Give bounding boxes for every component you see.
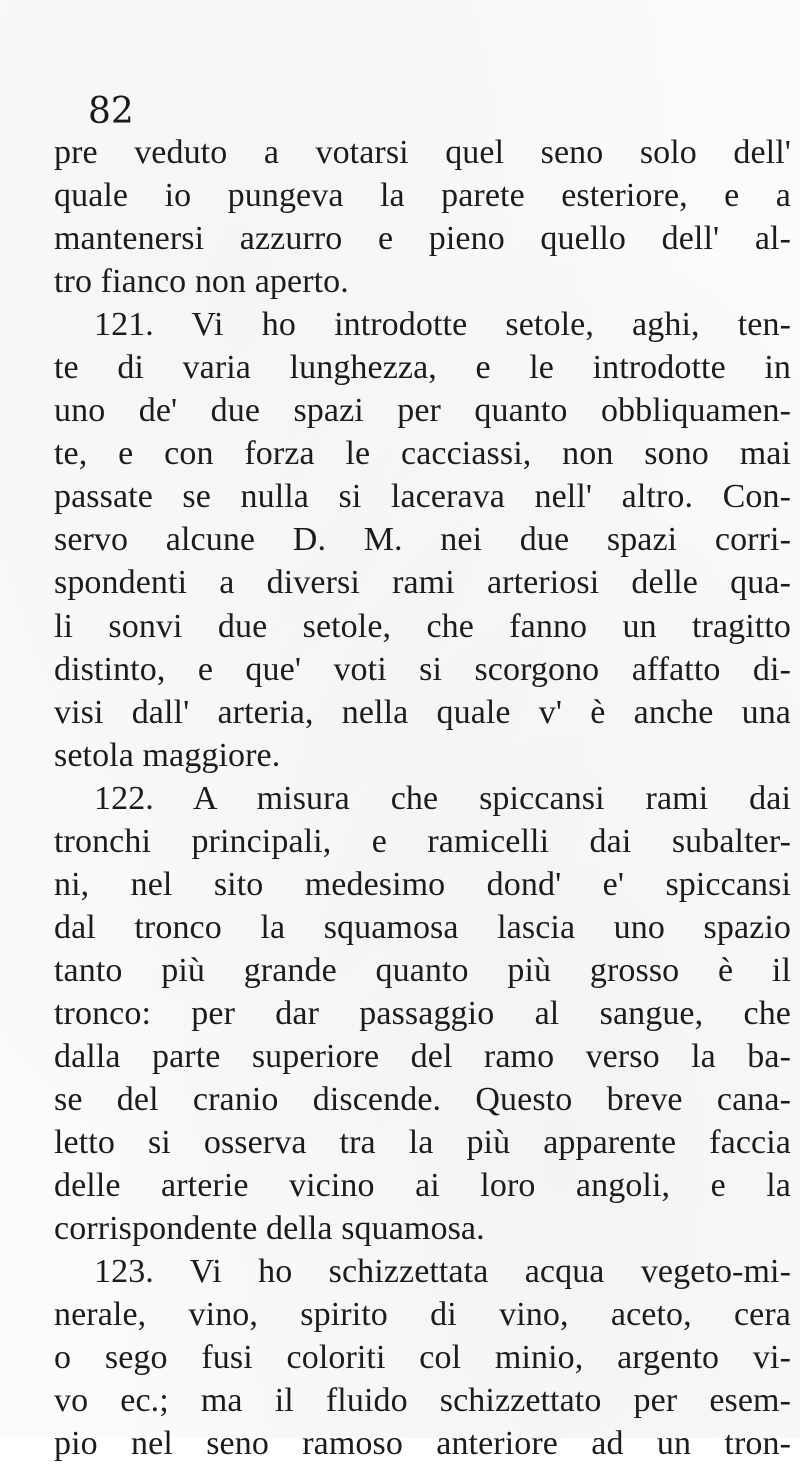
text-line: tronco: per dar passaggio al sangue, che: [54, 994, 791, 1032]
text-line: 123. Vi ho schizzettata acqua vegeto-mi-: [94, 1253, 791, 1291]
text-line: servo alcune D. M. nei due spazi corri-: [54, 521, 791, 559]
text-line: tanto più grande quanto più grosso è il: [54, 951, 791, 989]
text-line: o sego fusi coloriti col minio, argento vi-: [54, 1339, 791, 1377]
text-line: corrispondente della squamosa.: [54, 1210, 485, 1248]
text-line: setola maggiore.: [54, 736, 281, 774]
text-line: vo ec.; ma il fluido schizzettato per esem-: [54, 1382, 791, 1420]
text-line: spondenti a diversi rami arteriosi delle qua-: [54, 564, 791, 602]
text-line: 121. Vi ho introdotte setole, aghi, ten-: [94, 306, 791, 344]
text-line: uno de' due spazi per quanto obbliquamen-: [54, 392, 791, 430]
text-line: passate se nulla si lacerava nell' altro. Con-: [54, 478, 791, 516]
text-line: mantenersi azzurro e pieno quello dell' al-: [54, 220, 791, 258]
text-line: tronchi principali, e ramicelli dai subalter-: [54, 822, 791, 860]
text-line: 122. A misura che spiccansi rami dai: [94, 779, 791, 817]
text-line: dal tronco la squamosa lascia uno spazio: [54, 908, 791, 946]
text-line: se del cranio discende. Questo breve cana-: [54, 1081, 791, 1119]
text-line: letto si osserva tra la più apparente faccia: [54, 1124, 791, 1162]
text-line: te di varia lunghezza, e le introdotte in: [54, 349, 791, 387]
text-line: visi dall' arteria, nella quale v' è anche una: [54, 693, 791, 731]
text-line: tro fianco non aperto.: [54, 263, 349, 301]
text-line: dalla parte superiore del ramo verso la ba-: [54, 1037, 791, 1075]
text-line: li sonvi due setole, che fanno un tragitto: [54, 607, 791, 645]
text-line: pre veduto a votarsi quel seno solo dell': [54, 134, 791, 171]
text-line: quale io pungeva la parete esteriore, e a: [54, 177, 791, 215]
body-text: [54, 131, 791, 1465]
text-line: distinto, e que' voti si scorgono affatto di-: [54, 650, 791, 688]
text-line: ni, nel sito medesimo dond' e' spiccansi: [54, 865, 791, 903]
text-line: delle arterie vicino ai loro angoli, e la: [54, 1167, 791, 1205]
text-line: pio nel seno ramoso anteriore ad un tron-: [54, 1425, 791, 1463]
text-line: te, e con forza le cacciassi, non sono mai: [54, 435, 791, 473]
text-line: nerale, vino, spirito di vino, aceto, cera: [54, 1296, 791, 1334]
page-number: 82: [88, 91, 134, 132]
